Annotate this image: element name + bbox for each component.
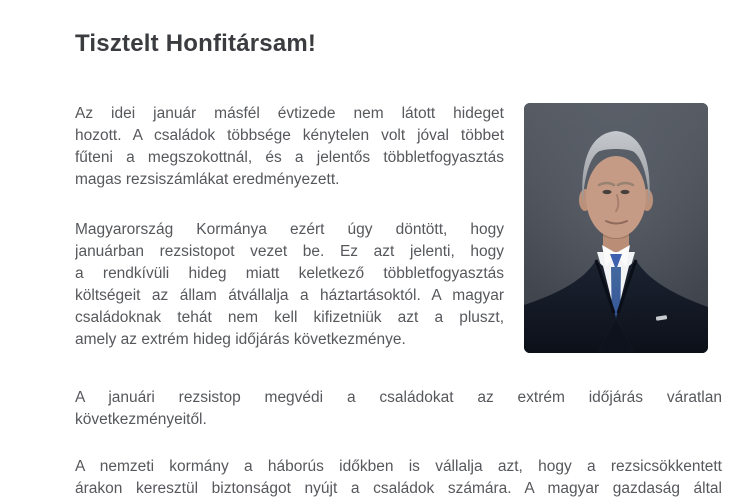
paragraph-line: családoknak tehát nem kell kifizetniük azt a pluszt, xyxy=(75,309,504,326)
face xyxy=(586,156,646,238)
paragraph-line: A nemzeti kormány a háborús időkben is vállalja azt, hogy a rezsicsökkentett xyxy=(75,458,722,475)
eyes xyxy=(603,190,612,194)
paragraph-line: költségeit az állam átvállalja a háztartásoktól. A magyar xyxy=(75,287,504,304)
paragraph-line: januárban rezsistopot vezet be. Ez azt jelenti, hogy xyxy=(75,243,504,260)
paragraph-line: amely az extrém hideg időjárás következménye. xyxy=(75,331,406,348)
paragraph-3 xyxy=(75,387,722,431)
paragraph-4 xyxy=(75,456,722,500)
paragraph-line: árakon keresztül biztonságot nyújt a családok számára. A magyar gazdaság által xyxy=(75,480,722,497)
paragraph-line: következményeitől. xyxy=(75,411,207,428)
paragraph-line: Magyarország Kormánya ezért úgy döntött, hogy xyxy=(75,221,504,238)
paragraph-line: magas rezsiszámlákat eredményezett. xyxy=(75,171,340,188)
page-title: Tisztelt Honfitársam! xyxy=(75,30,317,57)
paragraph-line: fűteni a megszokottnál, és a jelentős többletfogyasztás xyxy=(75,149,504,166)
paragraph-line: hozott. A családok többsége kénytelen volt jóval többet xyxy=(75,127,504,144)
paragraph-line: a rendkívüli hideg miatt keletkező többletfogyasztás xyxy=(75,265,504,282)
portrait-illustration xyxy=(524,103,708,353)
portrait-photo xyxy=(524,103,708,353)
paragraph-line: Az idei január másfél évtizede nem látott hideget xyxy=(75,105,504,122)
paragraph-line: A januári rezsistop megvédi a családokat az extrém időjárás váratlan xyxy=(75,389,722,406)
